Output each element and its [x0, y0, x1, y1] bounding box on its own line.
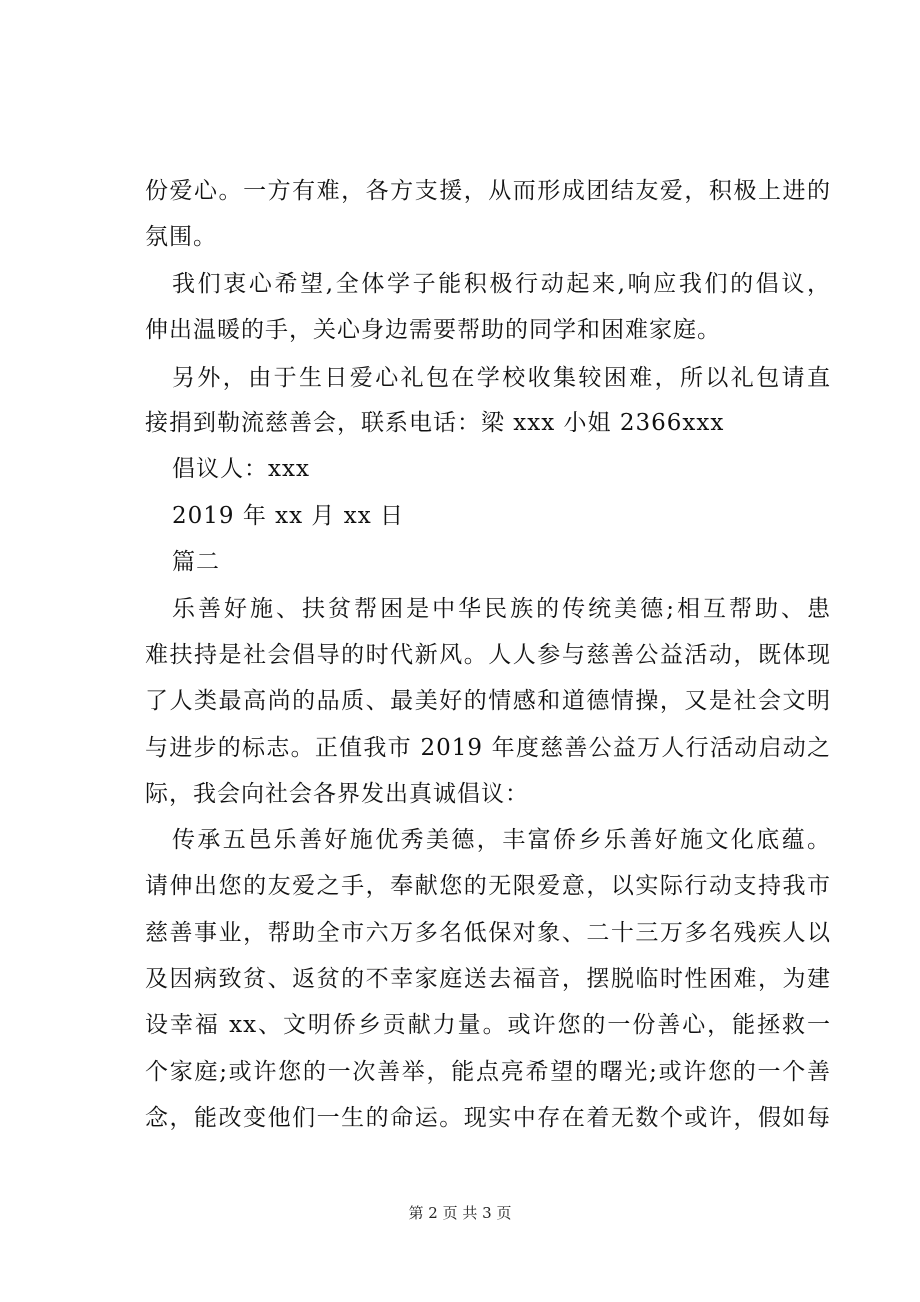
section-heading: 篇二: [172, 549, 220, 575]
text-line: 慈善事业，帮助全市六万多名低保对象、二十三万多名残疾人以: [145, 920, 831, 946]
text-line: 倡议人：xxx: [172, 456, 310, 482]
text-line: 伸出温暖的手，关心身边需要帮助的同学和困难家庭。: [145, 317, 721, 343]
text-line: 乐善好施、扶贫帮困是中华民族的传统美德;相互帮助、患: [172, 596, 831, 622]
text-line: 传承五邑乐善好施优秀美德，丰富侨乡乐善好施文化底蕴。: [172, 827, 831, 853]
text-line: 个家庭;或许您的一次善举，能点亮希望的曙光;或许您的一个善: [145, 1059, 831, 1085]
text-line: 际，我会向社会各界发出真诚倡议：: [145, 781, 529, 807]
text-line: 难扶持是社会倡导的时代新风。人人参与慈善公益活动，既体现: [145, 642, 831, 668]
text-line: 氛围。: [145, 224, 217, 250]
text-line: 份爱心。一方有难，各方支援，从而形成团结友爱，积极上进的: [145, 178, 831, 204]
text-line: 请伸出您的友爱之手，奉献您的无限爱意，以实际行动支持我市: [145, 873, 831, 899]
text-line: 另外，由于生日爱心礼包在学校收集较困难，所以礼包请直: [172, 365, 831, 391]
text-line: 2019 年 xx 月 xx 日: [172, 503, 404, 529]
text-line: 与进步的标志。正值我市 2019 年度慈善公益万人行活动启动之: [145, 735, 831, 761]
text-line: 及因病致贫、返贫的不幸家庭送去福音，摆脱临时性困难，为建: [145, 966, 831, 992]
page-footer: 第 2 页 共 3 页: [408, 1204, 512, 1222]
text-line: 我们衷心希望,全体学子能积极行动起来,响应我们的倡议，: [172, 271, 831, 297]
text-line: 接捐到勒流慈善会，联系电话：梁 xxx 小姐 2366xxx: [145, 410, 725, 436]
text-line: 了人类最高尚的品质、最美好的情感和道德情操，又是社会文明: [145, 688, 831, 714]
text-line: 念，能改变他们一生的命运。现实中存在着无数个或许，假如每: [145, 1105, 831, 1131]
text-line: 设幸福 xx、文明侨乡贡献力量。或许您的一份善心，能拯救一: [145, 1012, 831, 1038]
